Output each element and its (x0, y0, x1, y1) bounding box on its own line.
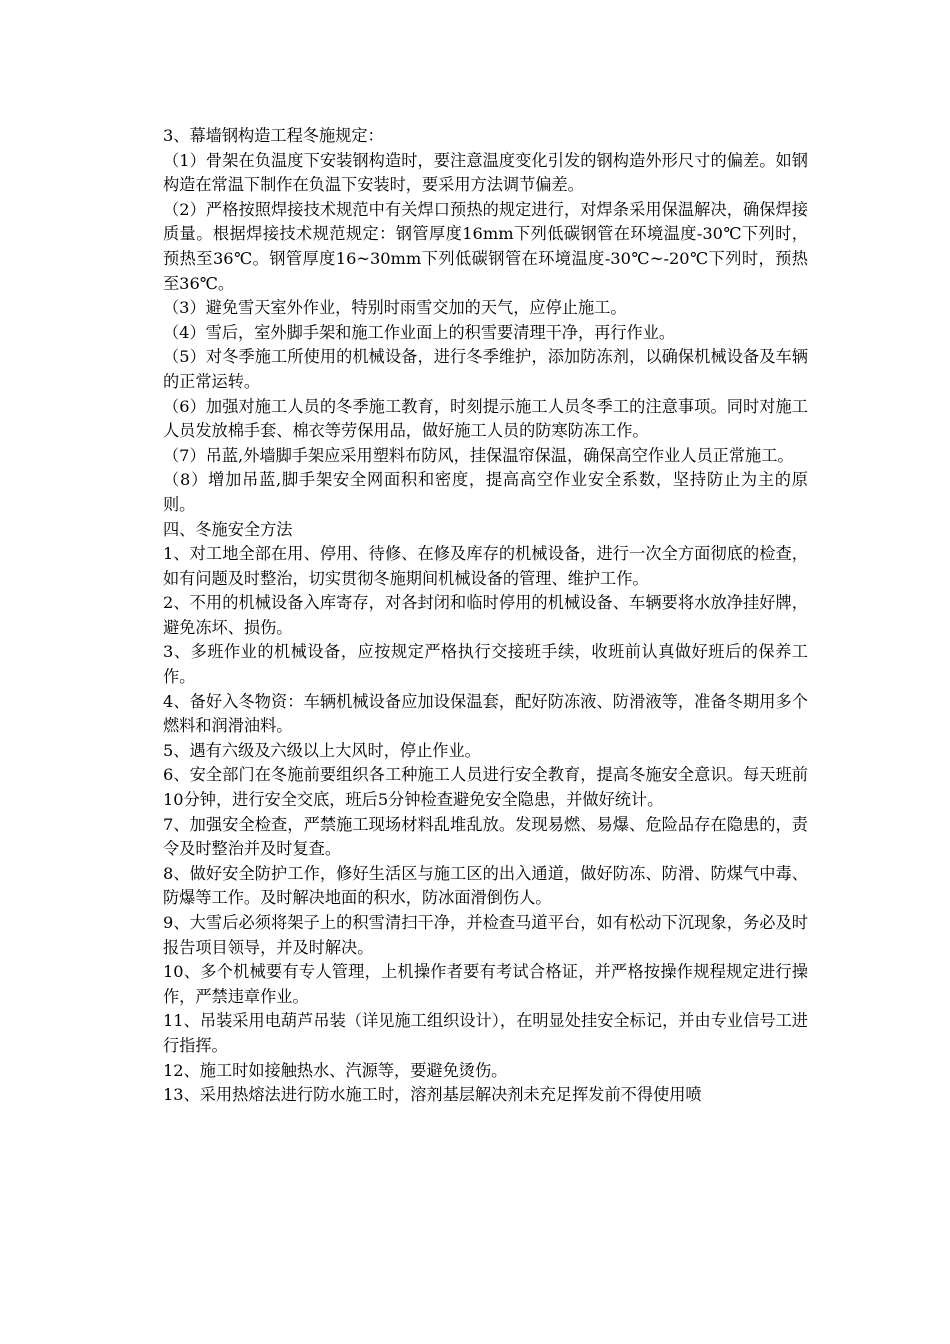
safety-item-8: 8、做好安全防护工作，修好生活区与施工区的出入通道，做好防冻、防滑、防煤气中毒、防爆等工作。及时解决地面的积水，防冰面滑倒伤人。 (163, 863, 808, 908)
safety-item-6: 6、安全部门在冬施前要组织各工种施工人员进行安全教育，提高冬施安全意识。每天班前10分钟，进行安全交底，班后5分钟检查避免安全隐患，并做好统计。 (163, 765, 808, 810)
paragraph-item-4: （4）雪后，室外脚手架和施工作业面上的积雪要清理干净，再行作业。 (163, 322, 676, 342)
section-heading-safety-measures: 四、冬施安全方法 (163, 519, 293, 539)
safety-item-2: 2、不用的机械设备入库寄存，对各封闭和临时停用的机械设备、车辆要将水放净挂好牌，避免冻坏、损伤。 (163, 593, 808, 637)
paragraph-item-6: （6）加强对施工人员的冬季施工教育，时刻提示施工人员冬季工的注意事项。同时对施工人员发放棉手套、棉衣等劳保用品，做好施工人员的防寒防冻工作。 (163, 396, 808, 441)
paragraph-item-8: （8）增加吊蓝,脚手架安全网面积和密度，提高高空作业安全系数，坚持防止为主的原则。 (163, 470, 808, 514)
paragraph-item-3: （3）避免雪天室外作业，特别时雨雪交加的天气，应停止施工。 (163, 298, 627, 318)
safety-item-9: 9、大雪后必须将架子上的积雪清扫干净，并检查马道平台，如有松动下沉现象，务必及时报告项目领导，并及时解决。 (163, 913, 808, 957)
safety-item-7: 7、加强安全检查，严禁施工现场材料乱堆乱放。发现易燃、易爆、危险品存在隐患的，责令及时整治并及时复查。 (163, 814, 808, 859)
paragraph-item-7: （7）吊蓝,外墙脚手架应采用塑料布防风，挂保温帘保温，确保高空作业人员正常施工。 (163, 445, 794, 465)
safety-item-3: 3、多班作业的机械设备，应按规定严格执行交接班手续，收班前认真做好班后的保养工作。 (163, 642, 808, 687)
safety-item-5: 5、遇有六级及六级以上大风时，停止作业。 (163, 740, 481, 760)
paragraph-item-2: （2）严格按照焊接技术规范中有关焊口预热的规定进行，对焊条采用保温解决，确保焊接质量。根据焊接技术规范规定：钢管厚度16mm下列低碳钢管在环境温度-30℃下列时，预热至36℃。钢管厚度16~30mm下列低碳钢管在环境温度-30℃~-20℃下列时，预热至36℃。 (163, 199, 808, 293)
paragraph-item-1: （1）骨架在负温度下安装钢构造时，要注意温度变化引发的钢构造外形尺寸的偏差。如钢构造在常温下制作在负温下安装时，要采用方法调节偏差。 (163, 150, 808, 195)
safety-item-11: 11、吊装采用电葫芦吊装（详见施工组织设计），在明显处挂安全标记，并由专业信号工进行指挥。 (163, 1011, 808, 1055)
safety-item-1: 1、对工地全部在用、停用、待修、在修及库存的机械设备，进行一次全方面彻底的检查，如有问题及时整治，切实贯彻冬施期间机械设备的管理、维护工作。 (163, 544, 808, 588)
paragraph-heading-steel-structure: 3、幕墙钢构造工程冬施规定： (163, 126, 384, 145)
document-body (163, 124, 808, 1108)
safety-item-4: 4、备好入冬物资：车辆机械设备应加设保温套，配好防冻液、防滑液等，准备冬期用多个燃料和润滑油料。 (163, 691, 808, 736)
safety-item-13: 13、采用热熔法进行防水施工时，溶剂基层解决剂未充足挥发前不得使用喷 (163, 1085, 702, 1105)
safety-item-10: 10、多个机械要有专人管理，上机操作者要有考试合格证，并严格按操作规程规定进行操作，严禁违章作业。 (163, 962, 808, 1006)
paragraph-item-5: （5）对冬季施工所使用的机械设备，进行冬季维护，添加防冻剂，以确保机械设备及车辆的正常运转。 (163, 347, 808, 391)
safety-item-12: 12、施工时如接触热水、汽源等，要避免烫伤。 (163, 1060, 508, 1080)
